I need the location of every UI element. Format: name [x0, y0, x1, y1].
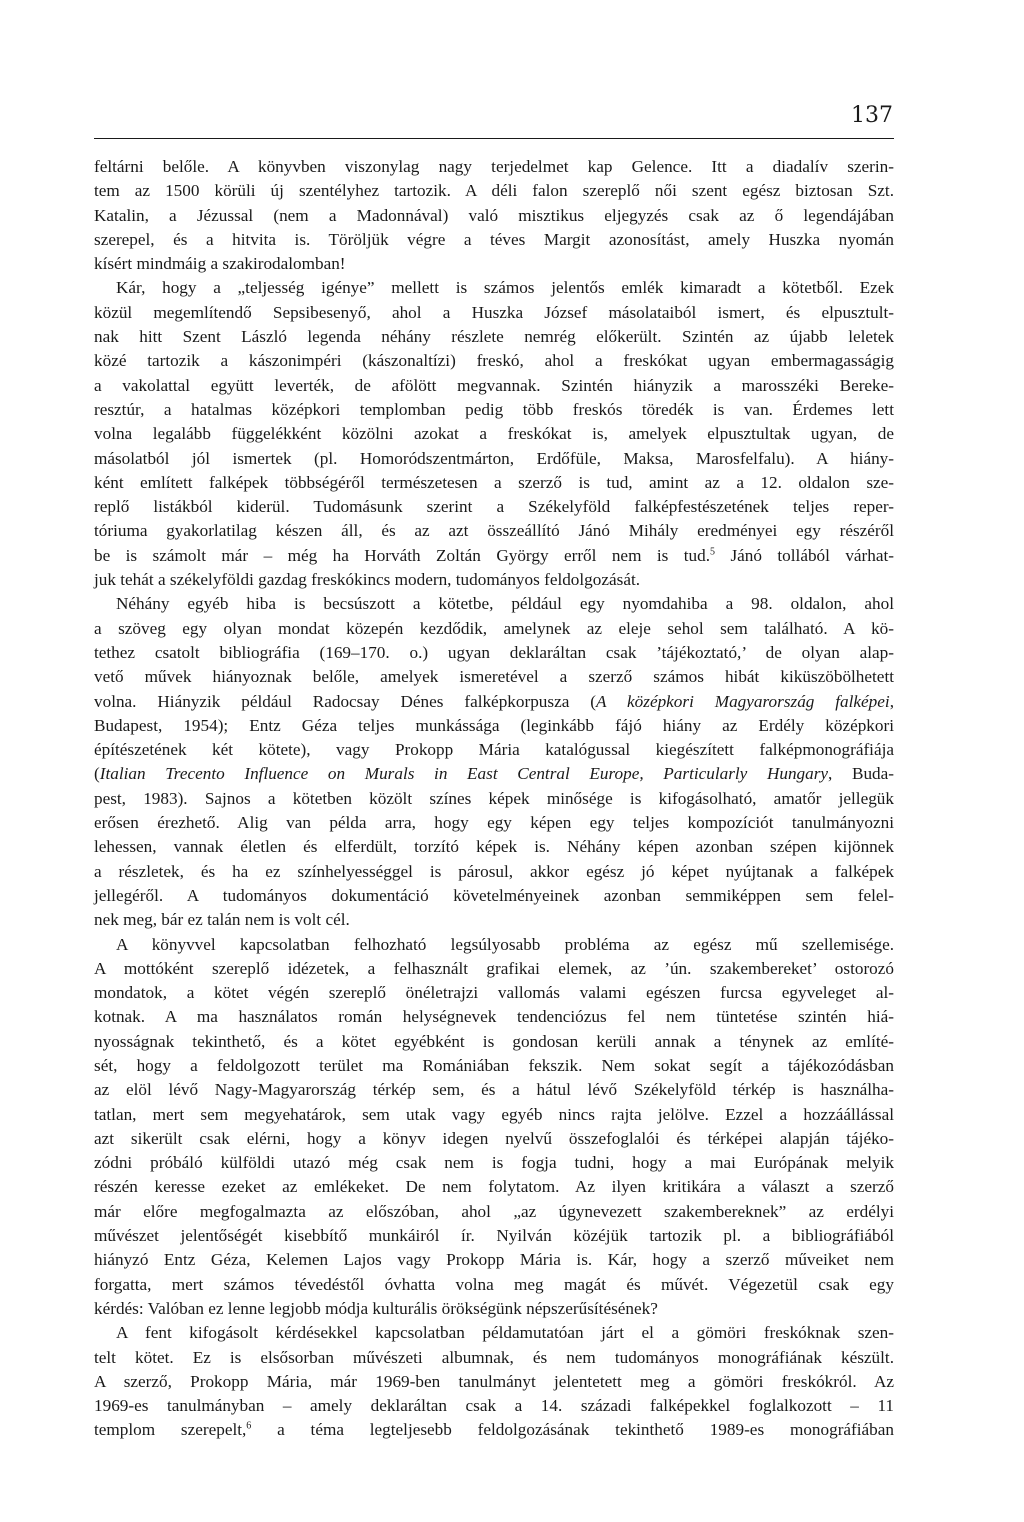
text-line: templom szerepelt,$^6$ a téma legteljesebb feldolgozásának tekinthető 1989-es monográfiában — [94, 1420, 894, 1440]
text-line: szerepel, és a hitvita is. Töröljük végre a téves Margit azonosítást, amely Huszka nyomán — [94, 229, 894, 249]
text-line: feltárni belőle. A könyvben viszonylag nagy terjedelmet kap Gelence. Itt a diadalív szerin- — [94, 157, 894, 176]
text-line: pest, 1983). Sajnos a kötetben közölt színes képek minősége is kifogásolható, amatőr jellegük — [94, 788, 894, 808]
text-line: A könyvvel kapcsolatban felhozható legsúlyosabb probléma az egész mű szellemisége. — [116, 934, 894, 954]
text-line: volna legalább függelékként közölni azokat a freskókat is, amelyek elpusztultak ugyan, de — [94, 424, 894, 444]
text-line: azt sikerült csak elérni, hogy a könyv idegen nyelvű összefoglalói és térképei alapján tájéko- — [94, 1128, 894, 1148]
text-line: építészetének két kötete), vagy Prokopp Mária katalógussal kiegészített falképmonográfiája — [94, 740, 894, 760]
paragraph — [94, 592, 894, 932]
text-line: közül megemlítendő Sepsibesenyő, ahol a Huszka József másolataiból ismert, és elpusztult- — [94, 302, 894, 322]
text-line: forgatta, mert számos tévedéstől óvhatta volna meg magát és művét. Végezetül csak egy — [94, 1274, 894, 1294]
text-line: (Italian Trecento Influence on Murals in East Central Europe, Particularly Hungary, Buda- — [94, 764, 894, 784]
text-line: tatlan, mert sem megyehatárok, sem utak vagy egyéb nincs rajta jelölve. Ezzel a hozzáállással — [94, 1104, 894, 1124]
text-line: hiányzó Entz Géza, Kelemen Lajos vagy Prokopp Mária is. Kár, hogy a szerző műveiket nem — [94, 1250, 894, 1270]
body-text — [94, 155, 894, 1443]
text-line: zódni próbáló külföldi utazó még csak nem is fogja tudni, hogy a mai Európának melyik — [94, 1153, 894, 1173]
text-line: ként említett falképek többségéről természetesen a szerző is tud, amint az a 12. oldalon sze- — [94, 472, 894, 492]
text-line: juk tehát a székelyföldi gazdag freskókincs modern, tudományos feldolgozását. — [94, 570, 641, 590]
text-line: erősen érezhető. Alig van példa arra, hogy egy képen egy teljes kompozíciót tanulmányozni — [94, 813, 894, 833]
text-line: nek meg, bár ez talán nem is volt cél. — [94, 910, 350, 930]
text-line: replő listákból kiderül. Tudomásunk szerint a Székelyföld falképfestészetének teljes reper- — [94, 497, 894, 517]
page-number: 137 — [851, 103, 893, 128]
text-line: másolatból jól ismertek (pl. Homoródszentmárton, Erdőfüle, Maksa, Marosfelfalu). A hiány- — [94, 448, 894, 468]
header-rule — [94, 138, 894, 139]
text-line: tóriuma gyakorlatilag készen áll, és az azt összeállító Jánó Mihály eredményei egy részéről — [94, 521, 894, 541]
text-line: vető művek hiányoznak belőle, amelyek ismeretével a szerző számos hibát kiküszöbölhetett — [94, 667, 894, 687]
text-line: részén keresse ezeket az emlékeket. De nem folytatom. Az ilyen kritikára a választ a szerző — [94, 1177, 894, 1197]
text-line: A fent kifogásolt kérdésekkel kapcsolatban példamutatóan járt el a gömöri freskóknak szen- — [116, 1323, 894, 1343]
text-line: telt kötet. Ez is elsősorban művészeti albumnak, és nem tudományos monográfiának készült. — [94, 1347, 894, 1367]
text-line: 1969-es tanulmányban – amely deklaráltan csak a 14. századi falképekkel foglalkozott – 11 — [94, 1396, 894, 1416]
text-line: tem az 1500 körüli új szentélyhez tartozik. A déli falon szereplő női szent egész biztosan Szt. — [94, 181, 894, 201]
text-line: A szerző, Prokopp Mária, már 1969-ben tanulmányt jelentetett meg a gömöri freskókról. Az — [94, 1371, 894, 1391]
text-line: a szöveg egy olyan mondat közepén kezdődik, amelynek az eleje sehol sem található. A kö- — [94, 618, 894, 638]
text-line: A mottóként szereplő idézetek, a felhasznált grafikai elemek, az ’ún. szakembereket’ ostorozó — [94, 958, 894, 978]
text-line: kísért mindmáig a szakirodalomban! — [94, 254, 346, 274]
text-line: lehessen, vannak életlen és elferdült, torzító képek is. Néhány képen azonban szépen kijönnek — [94, 837, 894, 857]
text-line: művészet jelentőségét kisebbítő munkáiról ír. Nyilván közéjük tartozik pl. a bibliográfiából — [94, 1226, 894, 1246]
text-line: már előre megfogalmazta az előszóban, ahol „az úgynevezett szakembereknek” az erdélyi — [94, 1201, 894, 1221]
text-line: volna. Hiányzik például Radocsay Dénes falképkorpusza (A középkori Magyarország falképei, — [94, 691, 894, 711]
text-line: nak hitt Szent László legenda néhány részlete nemrég előkerült. Szintén az újabb leletek — [94, 327, 894, 347]
paragraph — [94, 1321, 894, 1442]
text-line: Néhány egyéb hiba is becsúszott a kötetbe, például egy nyomdahiba a 98. oldalon, ahol — [116, 594, 894, 614]
text-line: mondatok, a kötet végén szereplő önéletrajzi vallomás valami egészen furcsa egyveleget al- — [94, 983, 894, 1003]
paragraph — [94, 276, 894, 592]
text-line: kotnak. A ma használatos román helységnevek tendenciózus fel nem tüntetése szintén hiá- — [94, 1007, 894, 1027]
paragraph — [94, 155, 894, 276]
text-line: a vakolattal együtt leverték, de afölött megvannak. Szintén hiányzik a marosszéki Bereke- — [94, 375, 894, 395]
text-line: resztúr, a hatalmas középkori templomban pedig több freskós töredék is van. Érdemes lett — [94, 399, 894, 419]
text-line: Budapest, 1954); Entz Géza teljes munkássága (leginkább fájó hiány az Erdély középkori — [94, 715, 894, 735]
text-line: kérdés: Valóban ez lenne legjobb módja kulturális örökségünk népszerűsítésének? — [94, 1298, 658, 1318]
text-line: közé tartozik a kászonimpéri (kászonaltízi) freskó, ahol a freskókat ugyan embermagasságig — [94, 351, 894, 371]
text-line: sét, hogy a feldolgozott terület ma Romániában fekszik. Nem sokat segít a tájékozódásban — [94, 1055, 894, 1075]
text-line: Kár, hogy a „teljesség igénye” mellett is számos jelentős emlék kimaradt a kötetből. Ezek — [116, 278, 894, 298]
text-line: tethez csatolt bibliográfia (169–170. o.) ugyan deklaráltan csak ’tájékoztató,’ de olyan alap- — [94, 642, 894, 662]
text-line: a részletek, és ha ez színhelyességgel is párosul, akkor egész jó képet nyújtanak a falképek — [94, 861, 894, 881]
text-line: Katalin, a Jézussal (nem a Madonnával) való misztikus eljegyzés csak az ő legendájában — [94, 205, 894, 225]
text-line: be is számolt már – még ha Horváth Zoltán György erről nem is tud.$^5$ Jánó tollából várhat- — [94, 545, 895, 565]
text-line: az elöl lévő Nagy-Magyarország térkép sem, és a hátul lévő Székelyföld térkép is használha- — [94, 1080, 894, 1100]
text-line: nyosságnak tekinthető, és a kötet egyébként is gondosan kerüli annak a ténynek az említé- — [94, 1031, 894, 1051]
paragraph — [94, 933, 894, 1322]
text-line: jellegéről. A tudományos dokumentáció követelményeinek azonban semmiképpen sem felel- — [94, 885, 894, 905]
